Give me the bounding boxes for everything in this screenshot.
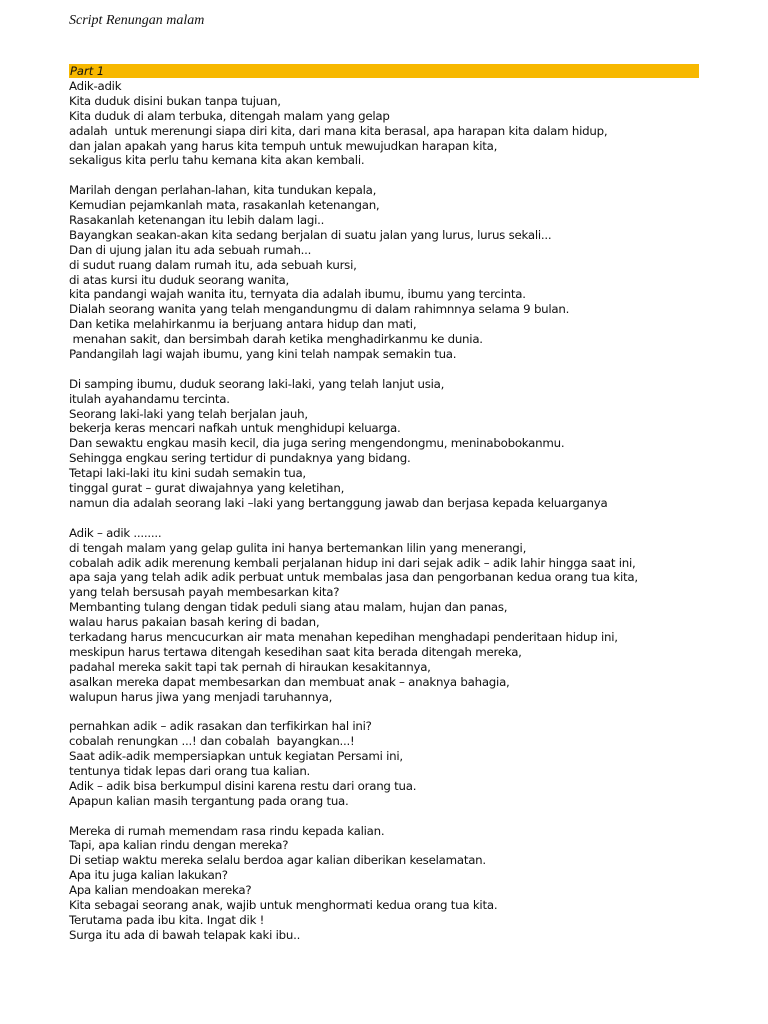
text-line: kita pandangi wajah wanita itu, ternyata dia adalah ibumu, ibumu yang tercinta. [69, 287, 526, 302]
text-line: Tapi, apa kalian rindu dengan mereka? [69, 838, 289, 853]
text-line: Rasakanlah ketenangan itu lebih dalam lagi.. [69, 213, 325, 228]
text-line: Tetapi laki-laki itu kini sudah semakin tua, [69, 466, 306, 481]
text-line: Dialah seorang wanita yang telah mengandungmu di dalam rahimnnya selama 9 bulan. [69, 302, 570, 317]
text-line: pernahkan adik – adik rasakan dan terfikirkan hal ini? [69, 719, 372, 734]
text-line: cobalah adik adik merenung kembali perjalanan hidup ini dari sejak adik – adik lahir hingga saat ini, [69, 555, 636, 570]
document-header: Script Renungan malam [69, 13, 205, 28]
text-line: Saat adik-adik mempersiapkan untuk kegiatan Persami ini, [69, 749, 403, 764]
text-line: di sudut ruang dalam rumah itu, ada sebuah kursi, [69, 257, 357, 272]
text-line: meskipun harus tertawa ditengah kesedihan saat kita berada ditengah mereka, [69, 644, 522, 659]
text-line: Marilah dengan perlahan-lahan, kita tundukan kepala, [69, 183, 377, 198]
text-line: bekerja keras mencari nafkah untuk menghidupi keluarga. [69, 421, 401, 436]
stanza [69, 526, 759, 705]
text-line: Dan di ujung jalan itu ada sebuah rumah... [69, 242, 312, 257]
text-line: Seorang laki-laki yang telah berjalan jauh, [69, 406, 308, 421]
text-line: tentunya tidak lepas dari orang tua kalian. [69, 763, 311, 778]
text-line: Kita duduk di alam terbuka, ditengah malam yang gelap [69, 108, 390, 123]
text-line: Pandangilah lagi wajah ibumu, yang kini telah nampak semakin tua. [69, 347, 457, 362]
text-line: itulah ayahandamu tercinta. [69, 391, 230, 406]
stanza [69, 183, 759, 362]
text-line: Dan ketika melahirkanmu ia berjuang antara hidup dan mati, [69, 317, 417, 332]
part-label: Part 1 [70, 64, 105, 78]
text-line: adalah untuk merenungi siapa diri kita, dari mana kita berasal, apa harapan kita dalam hidup, [69, 123, 608, 138]
text-line: di tengah malam yang gelap gulita ini hanya bertemankan lilin yang menerangi, [69, 540, 527, 555]
text-line: Surga itu ada di bawah telapak kaki ibu.. [69, 927, 301, 942]
text-line: apa saja yang telah adik adik perbuat untuk membalas jasa dan pengorbanan kedua orang tua kita, [69, 570, 638, 585]
text-line: cobalah renungkan ...! dan cobalah bayangkan...! [69, 734, 355, 749]
text-line: namun dia adalah seorang laki –laki yang bertanggung jawab dan berjasa kepada keluarganya [69, 495, 608, 510]
text-line: Adik – adik bisa berkumpul disini karena restu dari orang tua. [69, 778, 417, 793]
text-line: dan jalan apakah yang harus kita tempuh untuk mewujudkan harapan kita, [69, 138, 498, 153]
stanza [69, 377, 759, 511]
text-line: Kita duduk disini bukan tanpa tujuan, [69, 93, 281, 108]
stanza [69, 824, 759, 943]
text-line: Bayangkan seakan-akan kita sedang berjalan di suatu jalan yang lurus, lurus sekali... [69, 227, 552, 242]
stanza [69, 719, 759, 808]
document-body [69, 79, 759, 958]
text-line: Kemudian pejamkanlah mata, rasakanlah ketenangan, [69, 198, 380, 213]
text-line: Terutama pada ibu kita. Ingat dik ! [69, 912, 265, 927]
text-line: di atas kursi itu duduk seorang wanita, [69, 272, 290, 287]
text-line: Di setiap waktu mereka selalu berdoa agar kalian diberikan keselamatan. [69, 853, 486, 868]
text-line: Adik-adik [69, 79, 122, 93]
text-line: Di samping ibumu, duduk seorang laki-laki, yang telah lanjut usia, [69, 376, 445, 391]
text-line: Apa kalian mendoakan mereka? [69, 883, 252, 898]
text-line: Dan sewaktu engkau masih kecil, dia juga sering mengendongmu, meninabobokanmu. [69, 436, 565, 451]
text-line: padahal mereka sakit tapi tak pernah di hiraukan kesakitannya, [69, 659, 431, 674]
text-line: tinggal gurat – gurat diwajahnya yang keletihan, [69, 481, 345, 496]
text-line: Apapun kalian masih tergantung pada orang tua. [69, 793, 349, 808]
text-line: Membanting tulang dengan tidak peduli siang atau malam, hujan dan panas, [69, 600, 508, 615]
text-line: menahan sakit, dan bersimbah darah ketika menghadirkanmu ke dunia. [69, 332, 483, 347]
text-line: Adik – adik ........ [69, 525, 162, 540]
text-line: Sehingga engkau sering tertidur di pundaknya yang bidang. [69, 451, 411, 466]
text-line: walau harus pakaian basah kering di badan, [69, 615, 320, 630]
text-line: Mereka di rumah memendam rasa rindu kepada kalian. [69, 823, 385, 838]
text-line: terkadang harus mencucurkan air mata menahan kepedihan menghadapi penderitaan hidup ini, [69, 629, 618, 644]
stanza [69, 79, 759, 168]
text-line: sekaligus kita perlu tahu kemana kita akan kembali. [69, 153, 365, 168]
text-line: yang telah bersusah payah membesarkan kita? [69, 585, 340, 600]
text-line: walupun harus jiwa yang menjadi taruhannya, [69, 689, 333, 704]
part-heading-bar [69, 64, 699, 78]
text-line: Kita sebagai seorang anak, wajib untuk menghormati kedua orang tua kita. [69, 897, 498, 912]
text-line: Apa itu juga kalian lakukan? [69, 868, 228, 883]
text-line: asalkan mereka dapat membesarkan dan membuat anak – anaknya bahagia, [69, 674, 510, 689]
